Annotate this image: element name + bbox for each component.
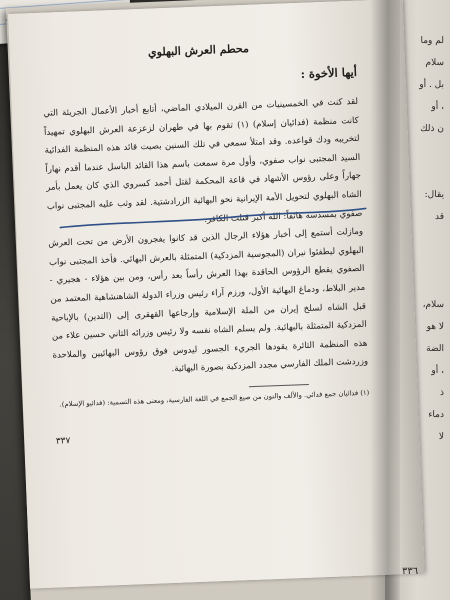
right-page-line (382, 162, 444, 184)
footnote: (١) فدائيان جمع فدائي. والألف والنون من صيغ الجمع في اللغة الفارسية، ومعنى هذه التسمية: (فدائيو الإسلام). (59, 388, 370, 409)
chapter-title: محطم العرش البهلوي (147, 42, 250, 59)
right-page-line (382, 272, 444, 294)
right-page-line: ، أو (431, 102, 444, 112)
right-page-text (382, 30, 444, 448)
right-page-line: بل . أو (419, 80, 444, 90)
right-page-line: ن ذلك (420, 124, 444, 134)
right-page-line (382, 250, 444, 272)
right-page-line: لا (438, 432, 444, 442)
right-page-line: دماء (428, 410, 444, 420)
left-page-number: ٣٣٧ (55, 436, 71, 447)
footnote-divider (249, 384, 309, 387)
right-page-line: يقال: (424, 190, 444, 200)
section-heading: أيها الأخوة : (300, 64, 358, 82)
right-page-line: ، أو (431, 366, 444, 376)
body-paragraph: ومازلت أستمع إلى أخبار هؤلاء الرجال الذين قد كانوا يفجرون الأرض من تحت العرش البهلوي ليطفئوا نيران (المجوسية المزدكية) المتمثلة بالعرش البهائي. فأخذ المجتبى نواب الصفوي يقطع الرؤوس الحاقدة بهذا العرش رأساً بعد رأس، ومن بين هؤلاء - هجيري - مدير البلاط، ودماغ البهائية الأول، ورزم آراء رئيس وزراء الدولة الشاهنشاهية المعتمد من قبل الشاه لسلخ إيران من الملة الإسلامية وإرجاعها القهقرى إلى (التدين) بالإباحية المزدكية المتمثلة بالبهائية. ولم يسلم الشاه نفسه ولا رئيس وزرائه الثاني حسين علاء من هذه المنظمة الثائرة يقودها الجريء الجسور ليدوس فوق رؤوس البهائيين والملاحدة وزردشت الملك الفارسي مجدد المزدكية بصورة البهائية. (48, 226, 369, 375)
right-page-line: ذ (439, 388, 444, 398)
right-page-line: لا هو (426, 322, 444, 332)
right-page-line: الضة (426, 344, 444, 354)
right-page-number: ٣٣٦ (402, 566, 419, 577)
right-page-line: سلام، (422, 300, 444, 310)
right-page-line (382, 140, 444, 162)
right-page-line: لم وما (420, 36, 444, 46)
body-paragraph: لقد كنت في الخمسينيات من القرن الميلادي الماضي، أتابع أخبار الأعمال الجريئة التي كانت منظمة (فدائيان إسلام) (١) تقوم بها في طهران لزعزعة العرش البهلوي تمهيداً لتخريبه ودك قواعده. وقد امتلأ سمعي في تلك السنين بصيت قائد هذه المنظمة الفدائية السيد المجتبى نواب صفوي، وأول مرة سمعت باسم هذا القائد الباسل عندما أقدم نهاراً جهاراً وعلى رؤوس الأشهاد في قاعة المحكمة لقتل أحمد كسروي الذي كان يعمل بأمر الشاه البهلوي لتحويل الأمة الإيرانية نحو البهائية الزرادشتية. لقد وثب عليه المجتبى نواب صفوي بمسدسه هاتفاً: الله أكبر قتلت الكافر. (43, 96, 363, 225)
right-page-line (382, 228, 444, 250)
right-page-line: قد (434, 212, 444, 222)
right-page-line: سلام (425, 58, 444, 68)
